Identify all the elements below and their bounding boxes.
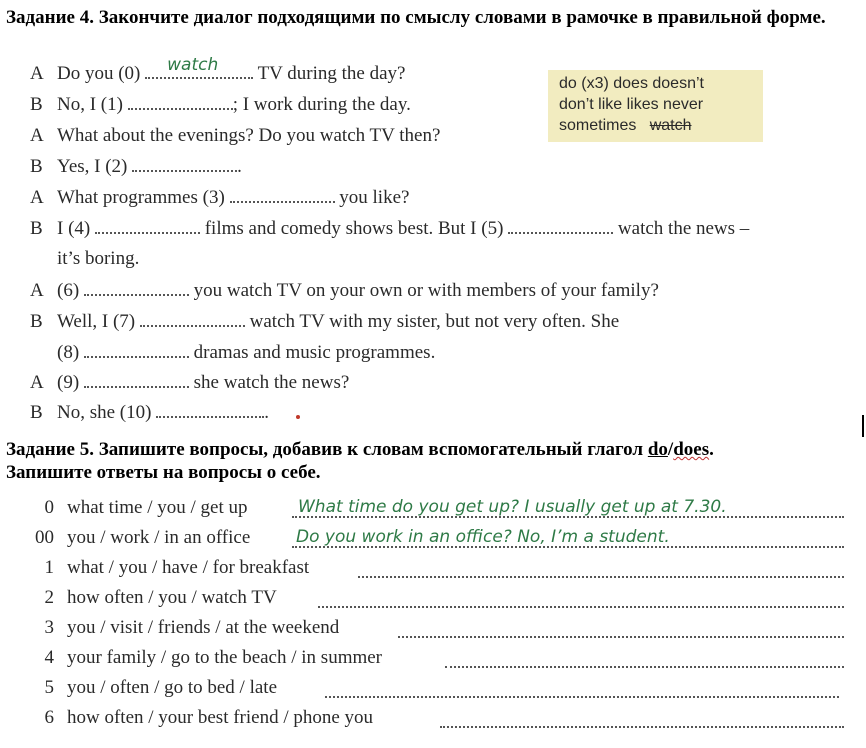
speaker-label: B — [30, 94, 43, 115]
dialogue-text: she watch the news? — [193, 372, 350, 393]
question-prompt: you / often / go to bed / late — [67, 677, 278, 698]
handwritten-answer: Do you work in an office? No, I’m a student. — [296, 527, 670, 547]
answer-blank[interactable] — [140, 311, 245, 327]
answer-line[interactable] — [445, 666, 844, 668]
dialogue-text: TV during the day? — [257, 63, 406, 84]
dialogue-line: What about the evenings? Do you watch TV then? — [57, 125, 441, 146]
dialogue-text: Do you (0) — [57, 63, 141, 84]
dialogue-text: I (4) — [57, 218, 91, 239]
dialogue-text: What programmes (3) — [57, 187, 225, 208]
answer-blank[interactable] — [84, 280, 189, 296]
answer-line[interactable] — [358, 576, 844, 578]
dialogue-text: No, I (1) — [57, 94, 123, 115]
word-sometimes: sometimes — [559, 117, 637, 134]
answer-blank[interactable] — [95, 218, 200, 234]
red-mark — [296, 415, 300, 419]
dialogue-text: No, she (10) — [57, 402, 152, 423]
dialogue-text: dramas and music programmes. — [193, 342, 436, 363]
question-prompt: you / visit / friends / at the weekend — [67, 617, 340, 638]
answer-blank[interactable] — [230, 187, 335, 203]
title-does: does — [673, 439, 710, 460]
answer-line[interactable] — [440, 726, 844, 728]
task5-title-line2: Запишите ответы на вопросы о себе. — [6, 462, 321, 483]
dialogue-text: . — [237, 156, 242, 177]
dialogue-text: you watch TV on your own or with members of your family? — [193, 280, 659, 301]
title-do: do — [647, 439, 668, 460]
answer-line[interactable] — [398, 636, 844, 638]
speaker-label: A — [30, 280, 44, 301]
dialogue-text: you like? — [339, 187, 410, 208]
dialogue-line — [57, 372, 349, 394]
handwritten-answer: What time do you get up? I usually get up at 7.30. — [298, 497, 727, 517]
word-box-line — [559, 117, 692, 135]
question-number: 5 — [44, 677, 54, 698]
title-slash: / — [667, 439, 674, 460]
dialogue-text: films and comedy shows best. But I (5) — [204, 218, 504, 239]
task5-title — [6, 438, 846, 484]
speaker-label: A — [30, 63, 44, 84]
word-box-line: do (x3) does doesn’t — [559, 75, 704, 92]
word-box — [548, 70, 763, 142]
dialogue-line — [57, 156, 242, 178]
dialogue-line — [57, 280, 659, 302]
speaker-label: B — [30, 402, 43, 423]
question-number: 4 — [44, 647, 54, 668]
dialogue-line — [57, 187, 409, 209]
speaker-label: B — [30, 311, 43, 332]
question-number: 6 — [44, 707, 54, 728]
dialogue-text: watch the news – — [617, 218, 750, 239]
answer-line[interactable] — [325, 696, 839, 698]
speaker-label: A — [30, 372, 44, 393]
speaker-label: A — [30, 125, 44, 146]
question-prompt: your family / go to the beach / in summer — [67, 647, 383, 668]
title-period: . — [709, 439, 714, 460]
answer-blank[interactable] — [132, 156, 237, 172]
task5-title-text: Задание 5. Запишите вопросы, добавив к словам вспомогательный глагол — [6, 439, 648, 460]
dialogue-text: watch TV with my sister, but not very often. She — [249, 311, 620, 332]
question-prompt: what / you / have / for breakfast — [67, 557, 310, 578]
dialogue-text: (9) — [57, 372, 80, 393]
answer-line[interactable] — [318, 606, 844, 608]
answer-blank[interactable] — [128, 94, 233, 110]
handwritten-answer: watch — [167, 55, 219, 75]
word-box-line: don’t like likes never — [559, 96, 704, 113]
answer-blank[interactable] — [84, 342, 189, 358]
speaker-label: A — [30, 187, 44, 208]
question-prompt: how often / you / watch TV — [67, 587, 277, 608]
dialogue-line — [57, 311, 619, 333]
answer-blank[interactable] — [156, 402, 264, 418]
answer-blank[interactable] — [508, 218, 613, 234]
question-number: 00 — [35, 527, 54, 548]
speaker-label: B — [30, 156, 43, 177]
dialogue-line — [57, 342, 435, 364]
dialogue-line — [57, 218, 749, 240]
dialogue-text: Well, I (7) — [57, 311, 136, 332]
question-number: 1 — [44, 557, 54, 578]
question-number: 0 — [44, 497, 54, 518]
dialogue-text: Yes, I (2) — [57, 156, 128, 177]
question-number: 2 — [44, 587, 54, 608]
dialogue-text: . — [264, 402, 269, 423]
dialogue-text: (8) — [57, 342, 80, 363]
dialogue-line — [57, 55, 406, 85]
dialogue-line — [57, 402, 269, 424]
speaker-label: B — [30, 218, 43, 239]
question-prompt: what time / you / get up — [67, 497, 248, 518]
word-watch-crossed: watch — [649, 117, 692, 134]
question-number: 3 — [44, 617, 54, 638]
task4-title: Задание 4. Закончите диалог подходящими по смыслу словами в рамочке в правильной форме. — [6, 7, 826, 28]
dialogue-line: it’s boring. — [57, 248, 140, 269]
answer-blank[interactable] — [145, 55, 253, 79]
dialogue-text: (6) — [57, 280, 80, 301]
question-prompt: you / work / in an office — [67, 527, 251, 548]
margin-bar — [862, 415, 864, 437]
dialogue-text: ; I work during the day. — [232, 94, 411, 115]
question-prompt: how often / your best friend / phone you — [67, 707, 374, 728]
answer-blank[interactable] — [84, 372, 189, 388]
dialogue-line — [57, 94, 411, 116]
